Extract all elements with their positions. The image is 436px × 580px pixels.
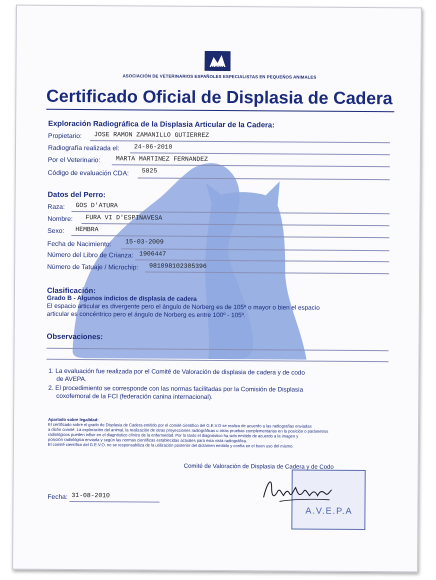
logo-name: AVEPA [210, 64, 225, 71]
date-label: Fecha: [47, 493, 68, 501]
certificate-title: Certificado Oficial de Displasia de Cadera [46, 85, 393, 109]
tattoo-label: Número de Tatuaje / Microchip: [47, 263, 139, 272]
exploration-heading: Exploración Radiográfica de la Displasia Articular de la Cadera: [48, 118, 275, 130]
classification-grade: Grado B - Algunos indicios de displasia de cadera [46, 294, 197, 303]
breed-label: Raza: [47, 203, 65, 211]
code-value: 5825 [141, 167, 158, 175]
owner-label: Propietario: [48, 132, 82, 141]
certificate-page [12, 5, 422, 573]
birth-value: 15-03-2009 [125, 238, 164, 246]
signature [259, 471, 349, 508]
breeding-book-value: 1906447 [139, 250, 167, 258]
classification-heading: Clasificación: [46, 285, 96, 296]
stamp-text: A.V.E.P.A [305, 505, 353, 516]
observations-heading: Observaciones: [46, 331, 103, 342]
legal-line-4: posición radiológica enviada y según las normas científicas establecidas actuales para esta vista radiográfica. [47, 436, 248, 444]
birth-label: Fecha de Nacimiento: [47, 240, 112, 249]
dog-name-label: Nombre: [47, 215, 73, 223]
legal-line-3: radiológicos pueden influir en el diagnóstico clínico de la enfermedad. Por lo tanto el diagnóstico ha sido emitido de acuerdo a la imagen y [47, 431, 299, 439]
note-2-line-1: 2. El procedimiento se corresponde con las normas facilitadas por la Comisión de Displasia [48, 384, 304, 394]
classification-desc-1: El espacio articular es divergente pero el ángulo de Norberg es de 105º o mayor o bien el espacio [46, 302, 320, 312]
vet-label: Por el Veterinario: [47, 156, 101, 165]
dog-heading: Datos del Perro: [47, 189, 106, 200]
legal-heading: Apartado sobre legalidad: [48, 416, 99, 423]
xray-date-label: Radiografía realizada el: [47, 144, 120, 153]
xray-date-value: 24-06-2010 [133, 143, 173, 151]
association-name: ASOCIACIÓN DE VETERINARIOS ESPAÑOLES ESPECIALISTAS EN PEQUEÑOS ANIMALES [122, 73, 317, 80]
sex-value: HEMBRA [75, 226, 99, 234]
breeding-book-label: Número del Libro de Crianza: [47, 251, 134, 260]
legal-line-1: El certificado sobre el grado de Displasia de Cadera emitido por el comité científico del G.E.V.O se realiza de acuerdo a las radiografías enviadas [48, 421, 312, 429]
owner-value: JOSE RAMON ZAMANILLO GUTIERREZ [94, 131, 210, 139]
legal-line-5: El comité científico del G.E.V.O. no se responsabiliza de la utilización posterior del dictamen emitido y confía en el buen uso del mismo. [47, 441, 294, 449]
committee-name: Comité de Valoración de Displasia de Cadera y de Codo [183, 463, 334, 471]
date-value: 31-08-2010 [71, 491, 110, 500]
legal-line-2: a dicho comité. La exploración del animal, la realización de otras proyecciones radiográficas u otras pruebas complementarias en la posición o parámetros [47, 426, 329, 434]
note-1-line-1: 1. La evaluación fue realizada por el Comité de Valoración de displasia de cadera y de codo [48, 367, 305, 377]
tattoo-value: 981098102305396 [149, 262, 207, 270]
vet-value: MARTA MARTINEZ FERNANDEZ [115, 155, 208, 163]
dog-name-value: FURA VI D'ESPINAVESA [85, 214, 163, 222]
code-label: Código de evaluación CDA: [47, 169, 129, 178]
note-2-line-2: coxofemoral de la FCI (federación canina internacional). [56, 392, 213, 401]
sex-label: Sexo: [47, 227, 65, 235]
classification-desc-2: articular es concéntrico pero el ángulo de Norberg es entre 100º - 105º. [46, 310, 246, 320]
note-1-line-2: de AVEPA. [56, 375, 87, 384]
breed-value: GOS D'ATURA [75, 202, 118, 210]
cat-silhouette [205, 181, 308, 360]
